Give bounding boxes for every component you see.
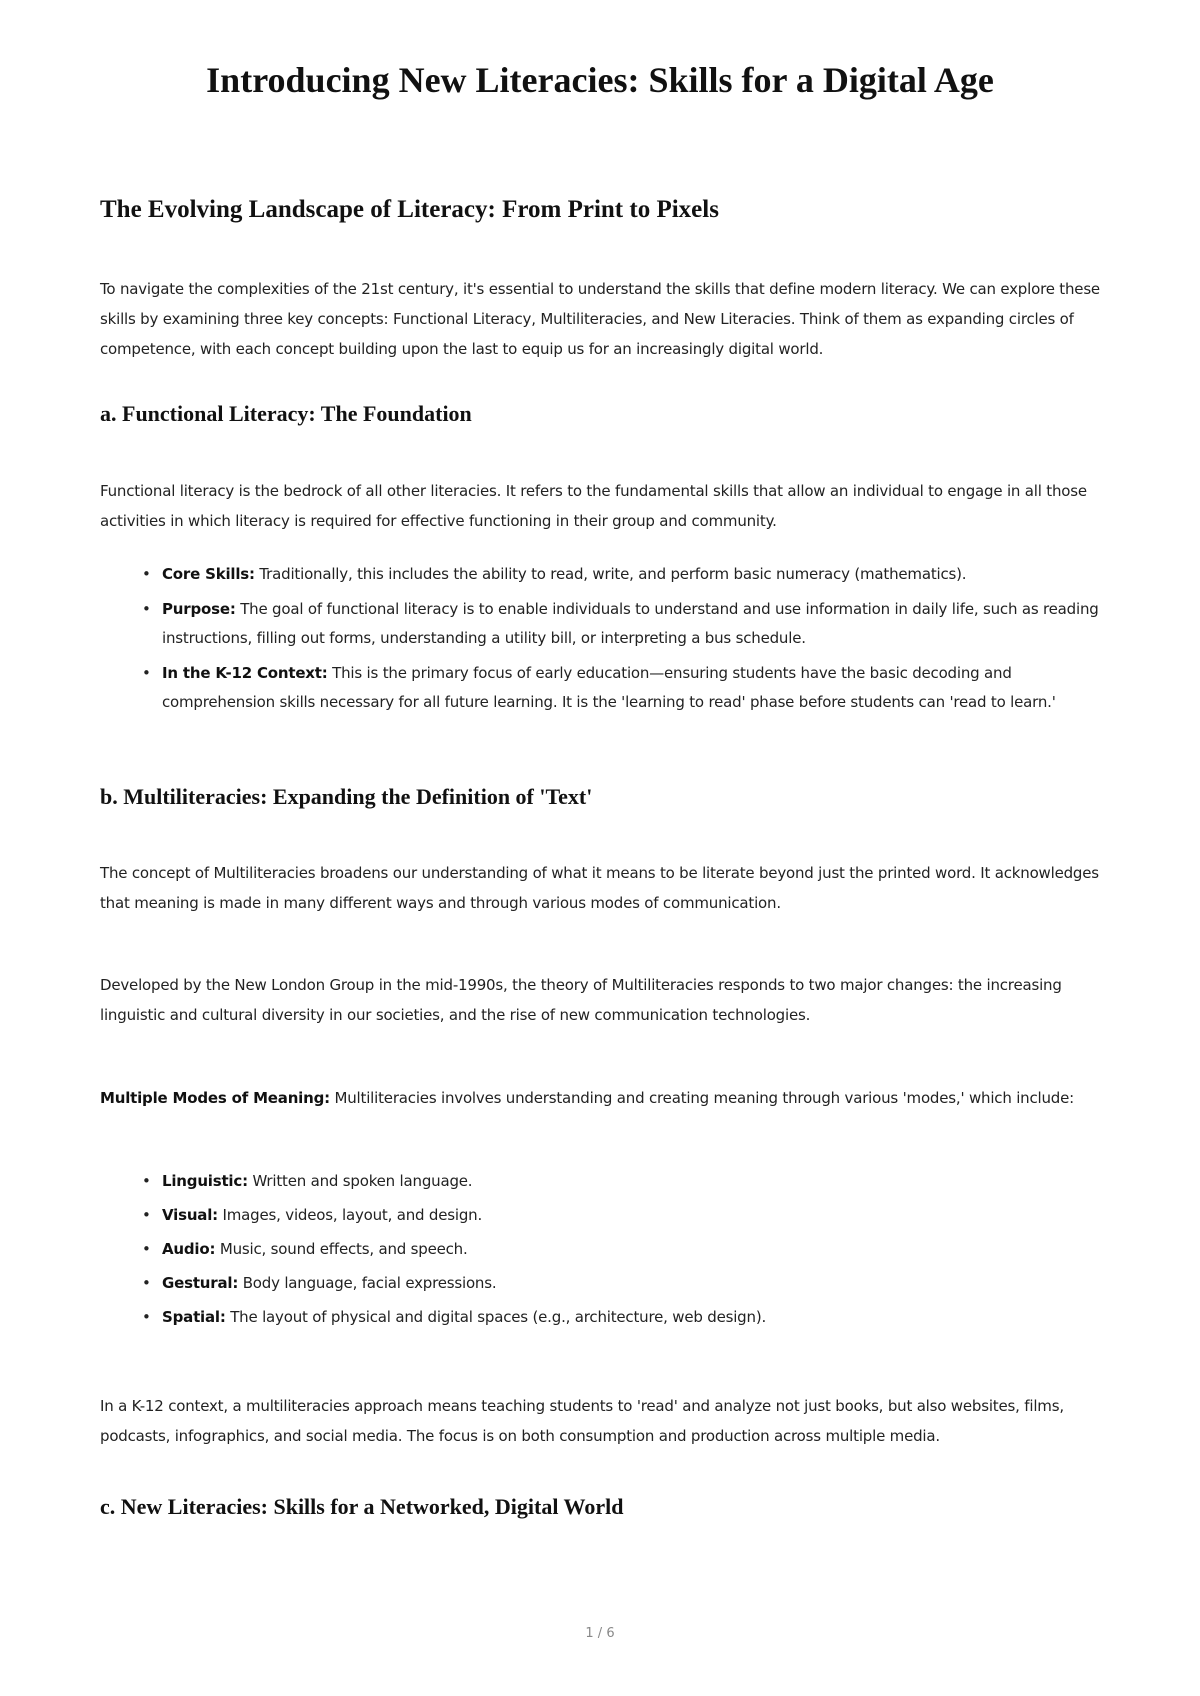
list-item: • Purpose: The goal of functional literacy is to enable individuals to understand and use information in daily life, such as reading instructions, filling out forms, understanding a utility bill, or interpreting a bus schedule. [140, 595, 1110, 653]
list-item: • Spatial: The layout of physical and digital spaces (e.g., architecture, web design). [140, 1303, 1110, 1332]
list-item: • Core Skills: Traditionally, this includes the ability to read, write, and perform basic numeracy (mathematics). [140, 560, 1110, 589]
functional-literacy-paragraph: Functional literacy is the bedrock of all other literacies. It refers to the fundamental skills that allow an individual to engage in all those activities in which literacy is required for effective functioning in their group and community. [100, 482, 1087, 530]
modes-list [140, 1167, 1110, 1337]
multiliteracies-heading: b. Multiliteracies: Expanding the Definition of 'Text' [100, 784, 593, 809]
page-number: 1 / 6 [585, 1626, 615, 1641]
list-item: • Gestural: Body language, facial expressions. [140, 1269, 1110, 1298]
intro-paragraph: To navigate the complexities of the 21st century, it's essential to understand the skills that define modern literacy. We can explore these skills by examining three key concepts: Functional Literacy, Multiliteracies, and New Literacies. Think of them as expanding circles of competence, with each concept building upon the last to equip us for an increasingly digital world. [100, 280, 1100, 358]
list-item: • In the K-12 Context: This is the primary focus of early education—ensuring students have the basic decoding and comprehension skills necessary for all future learning. It is the 'learning to read' phase before students can 'read to learn.' [140, 659, 1110, 717]
list-item: • Visual: Images, videos, layout, and design. [140, 1201, 1110, 1230]
multiliteracies-paragraph-1: The concept of Multiliteracies broadens our understanding of what it means to be literate beyond just the printed word. It acknowledges that meaning is made in many different ways and through various modes of communication. [100, 864, 1099, 912]
multiliteracies-paragraph-2: Developed by the New London Group in the mid-1990s, the theory of Multiliteracies responds to two major changes: the increasing linguistic and cultural diversity in our societies, and the rise of new communication technologies. [100, 976, 1062, 1024]
functional-literacy-list [140, 560, 1110, 723]
functional-literacy-heading: a. Functional Literacy: The Foundation [100, 401, 472, 426]
section-heading: The Evolving Landscape of Literacy: From Print to Pixels [100, 196, 719, 223]
multiliteracies-paragraph-3: In a K-12 context, a multiliteracies approach means teaching students to 'read' and analyze not just books, but also websites, films, podcasts, infographics, and social media. The focus is on both consumption and production across multiple media. [100, 1397, 1064, 1445]
document-title: Introducing New Literacies: Skills for a Digital Age [206, 60, 994, 100]
modes-paragraph: Multiple Modes of Meaning: Multiliteracies involves understanding and creating meaning through various 'modes,' which include: [100, 1089, 1075, 1107]
new-literacies-heading: c. New Literacies: Skills for a Networked, Digital World [100, 1494, 624, 1519]
list-item: • Linguistic: Written and spoken language. [140, 1167, 1110, 1196]
list-item: • Audio: Music, sound effects, and speech. [140, 1235, 1110, 1264]
